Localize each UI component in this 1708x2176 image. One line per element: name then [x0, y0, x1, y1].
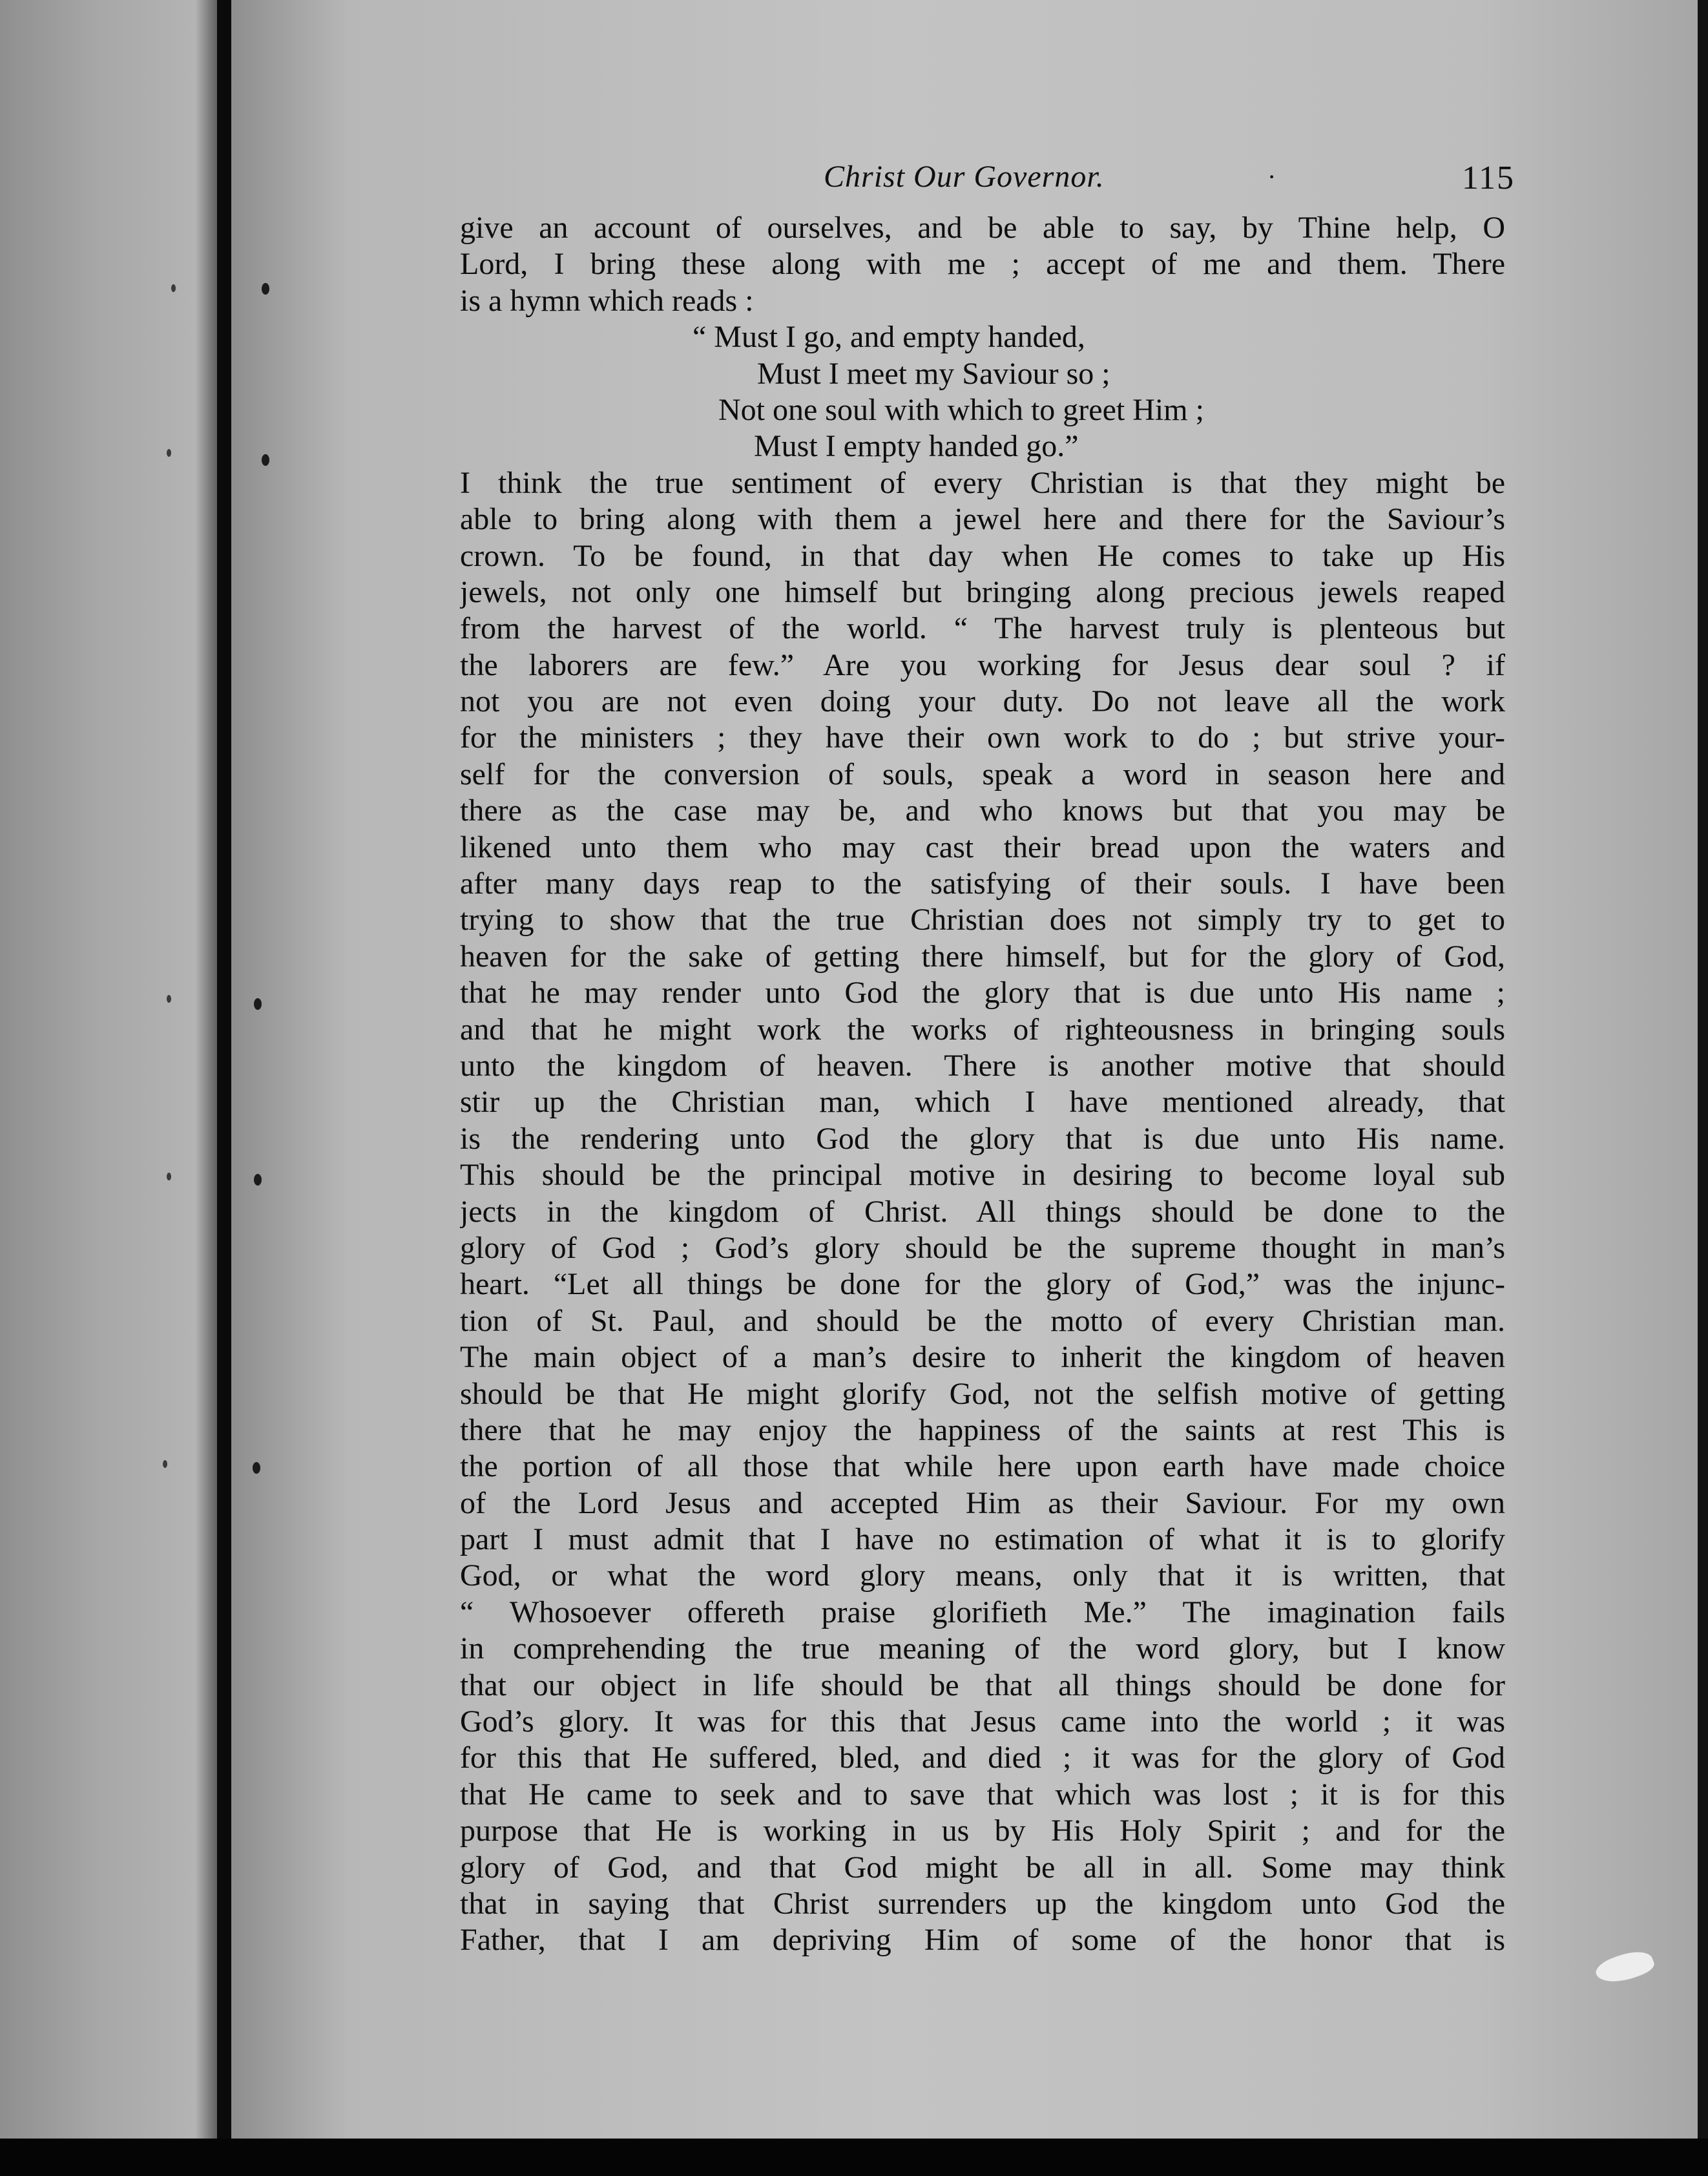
text-line: the laborers are few.” Are you working for Jesus dear soul ? if — [460, 647, 1505, 682]
text-line: that He came to seek and to save that which was lost ; it is for this — [460, 1777, 1505, 1812]
text-line: The main object of a man’s desire to inherit the kingdom of heaven — [460, 1340, 1505, 1375]
text-line: crown. To be found, in that day when He comes to take up His — [460, 538, 1505, 573]
text-line: from the harvest of the world. “ The harvest truly is plenteous but — [460, 611, 1505, 646]
text-line: purpose that He is working in us by His Holy Spirit ; and for the — [460, 1814, 1505, 1848]
page-speck — [254, 1174, 262, 1186]
text-line: able to bring along with them a jewel here and there for the Saviour’s — [460, 502, 1505, 537]
text-line: self for the conversion of souls, speak a word in season here and — [460, 757, 1505, 791]
page-speck — [253, 1462, 260, 1474]
text-line: tion of St. Paul, and should be the motto of every Christian man. — [460, 1303, 1505, 1338]
text-line: give an account of ourselves, and be able to say, by Thine help, O — [460, 211, 1505, 245]
text-line: there that he may enjoy the happiness of the saints at rest This is — [460, 1412, 1505, 1447]
page-speck — [167, 449, 171, 457]
text-line: God’s glory. It was for this that Jesus came into the world ; it was — [460, 1704, 1505, 1739]
verse-line: “ Must I go, and empty handed, — [693, 320, 1085, 355]
text-line: that in saying that Christ surrenders up the kingdom unto God the — [460, 1886, 1505, 1921]
text-line: stir up the Christian man, which I have mentioned already, that — [460, 1085, 1505, 1120]
page-speck — [262, 283, 269, 295]
page-speck — [171, 284, 176, 292]
text-line: heart. “Let all things be done for the glory of God,” was the injunc- — [460, 1267, 1505, 1302]
text-line: likened unto them who may cast their bread upon the waters and — [460, 830, 1505, 864]
page-body — [460, 210, 1505, 1959]
verse-line: Must I empty handed go.” — [754, 429, 1079, 464]
page-number: 115 — [1461, 160, 1515, 196]
text-line: and that he might work the works of righteousness in bringing souls — [460, 1012, 1505, 1047]
text-line: unto the kingdom of heaven. There is another motive that should — [460, 1048, 1505, 1083]
page-speck — [262, 454, 269, 466]
header-dot: · — [1267, 162, 1276, 191]
page-header — [472, 159, 1515, 204]
text-line: for the ministers ; they have their own work to do ; but strive your- — [460, 720, 1505, 755]
text-line: “ Whosoever offereth praise glorifieth Me.” The imagination fails — [460, 1595, 1505, 1629]
text-line: that our object in life should be that all things should be done for — [460, 1668, 1505, 1702]
scan-border-bottom — [0, 2139, 1708, 2176]
text-line: I think the true sentiment of every Christian is that they might be — [460, 465, 1505, 500]
text-line: the portion of all those that while here upon earth have made choice — [460, 1449, 1505, 1484]
text-line: of the Lord Jesus and accepted Him as their Saviour. For my own — [460, 1485, 1505, 1520]
text-line: not you are not even doing your duty. Do not leave all the work — [460, 684, 1505, 719]
text-line: that he may render unto God the glory that is due unto His name ; — [460, 976, 1505, 1010]
text-line: there as the case may be, and who knows but that you may be — [460, 793, 1505, 828]
text-line: after many days reap to the satisfying of their souls. I have been — [460, 866, 1505, 901]
page-speck — [254, 998, 262, 1010]
text-line: jewels, not only one himself but bringing along precious jewels reaped — [460, 574, 1505, 609]
text-line: Father, that I am depriving Him of some of the honor that is — [460, 1923, 1505, 1958]
text-line: Lord, I bring these along with me ; accept of me and them. There — [460, 247, 1505, 282]
text-line: glory of God, and that God might be all in all. Some may think — [460, 1850, 1505, 1885]
text-line: trying to show that the true Christian does not simply try to get to — [460, 903, 1505, 937]
verse-line: Not one soul with which to greet Him ; — [718, 392, 1204, 427]
text-line: in comprehending the true meaning of the word glory, but I know — [460, 1631, 1505, 1666]
scan-border-right — [1698, 0, 1708, 2176]
text-line: glory of God ; God’s glory should be the supreme thought in man’s — [460, 1230, 1505, 1265]
text-line: is the rendering unto God the glory that is due unto His name. — [460, 1121, 1505, 1156]
text-line: This should be the principal motive in desiring to become loyal sub — [460, 1158, 1505, 1193]
page-speck — [167, 995, 171, 1003]
text-line: heaven for the sake of getting there himself, but for the glory of God, — [460, 939, 1505, 974]
running-title: Christ Our Governor. — [824, 160, 1105, 194]
facing-page-edge — [0, 0, 217, 2139]
text-line: should be that He might glorify God, not the selfish motive of getting — [460, 1376, 1505, 1411]
text-line: jects in the kingdom of Christ. All things should be done to the — [460, 1194, 1505, 1229]
text-line: God, or what the word glory means, only that it is written, that — [460, 1558, 1505, 1593]
text-line: part I must admit that I have no estimation of what it is to glorify — [460, 1522, 1505, 1557]
text-line: is a hymn which reads : — [460, 283, 754, 318]
book-gutter — [217, 0, 231, 2176]
verse-line: Must I meet my Saviour so ; — [757, 356, 1110, 391]
text-line: for this that He suffered, bled, and died ; it was for the glory of God — [460, 1741, 1505, 1775]
page-speck — [163, 1460, 167, 1468]
page-speck — [167, 1173, 171, 1180]
